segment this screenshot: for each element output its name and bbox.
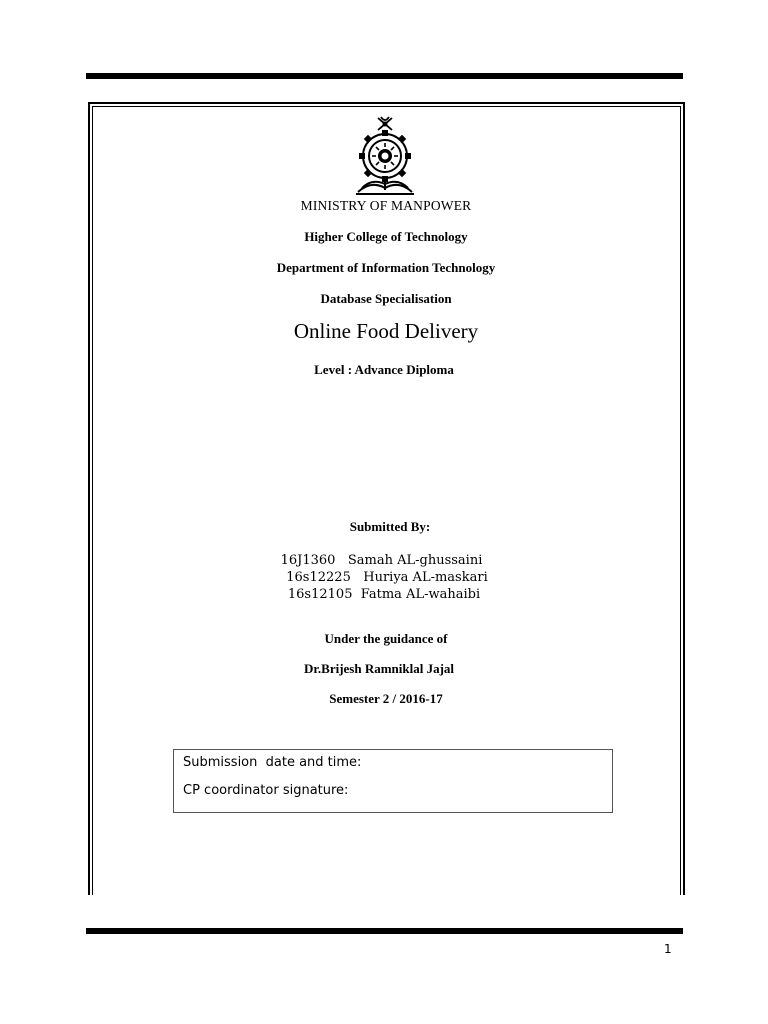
guidance-label: Under the guidance of — [324, 631, 448, 646]
student-name: Samah AL-ghussaini — [347, 553, 483, 568]
submitted-by-label: Submitted By: — [349, 519, 431, 534]
submission-date-label: Submission date and time: — [183, 755, 362, 770]
specialisation-name: Database Specialisation — [320, 291, 452, 306]
submission-box — [173, 749, 613, 813]
student-id: 16J1360 — [280, 553, 336, 568]
student-entry — [0, 552, 768, 569]
department-name: Department of Information Technology — [276, 260, 496, 275]
student-entry — [6, 569, 768, 586]
top-rule — [86, 73, 683, 79]
coordinator-signature-label: CP coordinator signature: — [183, 783, 349, 798]
student-list — [0, 552, 768, 603]
student-name: Fatma AL-wahaibi — [360, 587, 481, 602]
ministry-name: MINISTRY OF MANPOWER — [300, 198, 472, 213]
student-entry — [0, 586, 768, 603]
project-title: Online Food Delivery — [293, 319, 479, 343]
page-number: 1 — [664, 942, 672, 956]
student-id: 16s12225 — [286, 570, 351, 585]
project-level: Level : Advance Diploma — [314, 362, 454, 377]
college-emblem-icon — [354, 114, 416, 196]
student-id: 16s12105 — [287, 587, 353, 602]
bottom-rule — [86, 928, 683, 934]
student-name: Huriya AL-maskari — [363, 570, 488, 585]
college-name: Higher College of Technology — [304, 229, 468, 244]
supervisor-name: Dr.Brijesh Ramniklal Jajal — [303, 661, 455, 676]
semester-info: Semester 2 / 2016-17 — [329, 691, 443, 706]
